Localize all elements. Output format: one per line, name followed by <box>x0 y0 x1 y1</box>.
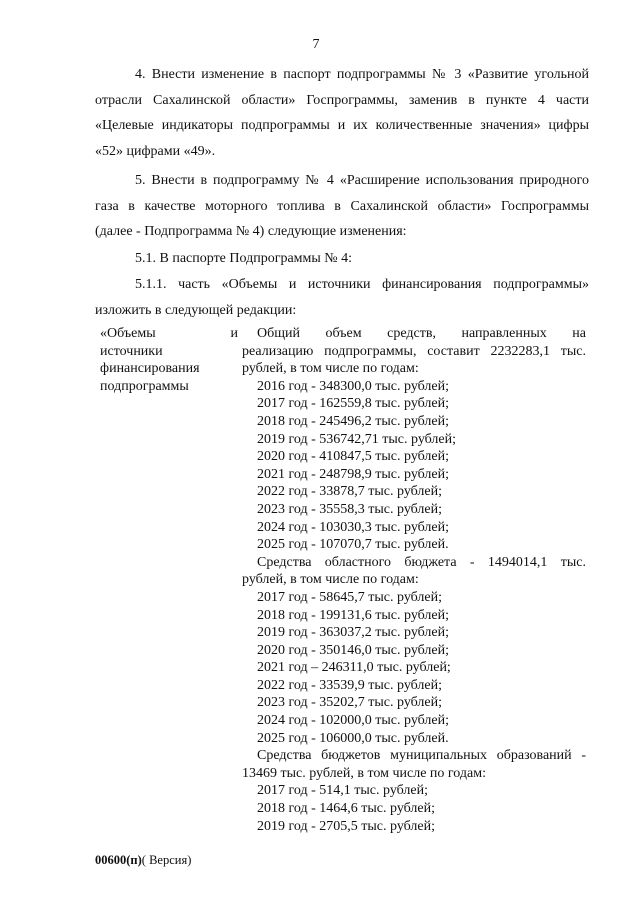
page-number: 7 <box>312 37 320 52</box>
text-line: реализацию подпрограммы, составит 2232283,1 тыс. <box>242 343 586 359</box>
text-line: 4. Внести изменение в паспорт подпрограммы № 3 «Развитие угольной <box>135 67 589 82</box>
text-line: рублей, в том числе по годам: <box>242 361 419 377</box>
year-line: 2021 год - 248798,9 тыс. рублей; <box>257 466 450 482</box>
text-line: 5.1.1. часть «Объемы и источники финансирования подпрограммы» <box>135 277 589 292</box>
left-first-row <box>100 325 242 343</box>
text-line: Средства бюджетов муниципальных образований - <box>257 748 586 764</box>
text-line: «Целевые индикаторы подпрограммы и их количественные значения» цифры <box>95 118 589 133</box>
year-line: 2025 год - 106000,0 тыс. рублей. <box>257 730 449 746</box>
text-line: (далее - Подпрограмма № 4) следующие изменения: <box>95 224 407 239</box>
year-line: 2018 год - 1464,6 тыс. рублей; <box>257 801 436 817</box>
left-line: подпрограммы <box>100 378 189 394</box>
left-line: источники <box>100 343 163 359</box>
year-line: 2021 год – 246311,0 тыс. рублей; <box>257 660 451 676</box>
footer-version-label: ( Версия) <box>141 853 192 867</box>
footer-version <box>95 853 191 868</box>
year-line: 2016 год - 348300,0 тыс. рублей; <box>257 378 450 394</box>
left-line: финансирования <box>100 361 200 377</box>
year-line: 2019 год - 2705,5 тыс. рублей; <box>257 818 436 834</box>
year-line: 2024 год - 102000,0 тыс. рублей; <box>257 713 450 729</box>
year-line: 2018 год - 199131,6 тыс. рублей; <box>257 607 450 623</box>
year-line: 2025 год - 107070,7 тыс. рублей. <box>257 537 449 553</box>
year-line: 2022 год - 33539,9 тыс. рублей; <box>257 677 443 693</box>
year-line: 2023 год - 35202,7 тыс. рублей; <box>257 695 443 711</box>
year-line: 2022 год - 33878,7 тыс. рублей; <box>257 484 443 500</box>
text-line: рублей, в том числе по годам: <box>242 572 419 588</box>
paragraph-5-1 <box>95 246 589 272</box>
year-line: 2023 год - 35558,3 тыс. рублей; <box>257 501 443 517</box>
paragraph-5 <box>95 168 589 245</box>
left-first-word: «Объемы <box>100 326 156 341</box>
text-line: 5.1. В паспорте Подпрограммы № 4: <box>135 251 353 266</box>
text-line: газа в качестве моторного топлива в Сахалинской области» Госпрограммы <box>95 198 589 214</box>
table-left-cell <box>100 325 242 395</box>
text-line: Общий объем средств, направленных на <box>257 326 586 341</box>
table-right-cell <box>242 325 586 835</box>
year-line: 2019 год - 536742,71 тыс. рублей; <box>257 431 457 447</box>
year-line: 2017 год - 514,1 тыс. рублей; <box>257 783 429 799</box>
year-line: 2017 год - 162559,8 тыс. рублей; <box>257 396 450 412</box>
text-line: «52» цифрами «49». <box>95 143 216 159</box>
text-line: 5. Внести в подпрограмму № 4 «Расширение использования природного <box>135 173 589 188</box>
footer-code: 00600(п) <box>95 853 142 867</box>
year-line: 2024 год - 103030,3 тыс. рублей; <box>257 519 450 535</box>
year-line: 2019 год - 363037,2 тыс. рублей; <box>257 625 450 641</box>
year-line: 2020 год - 350146,0 тыс. рублей; <box>257 642 450 658</box>
year-line: 2020 год - 410847,5 тыс. рублей; <box>257 449 450 465</box>
text-line: отрасли Сахалинской области» Госпрограммы, заменив в пункте 4 части <box>95 92 589 108</box>
year-line: 2017 год - 58645,7 тыс. рублей; <box>257 589 443 605</box>
paragraph-4 <box>95 62 589 164</box>
left-and-word: и <box>230 326 238 341</box>
text-line: Средства областного бюджета - 1494014,1 тыс. <box>257 554 586 570</box>
text-line: изложить в следующей редакции: <box>95 302 297 318</box>
year-line: 2018 год - 245496,2 тыс. рублей; <box>257 413 450 429</box>
text-line: 13469 тыс. рублей, в том числе по годам: <box>242 765 486 781</box>
paragraph-5-1-1 <box>95 272 589 323</box>
